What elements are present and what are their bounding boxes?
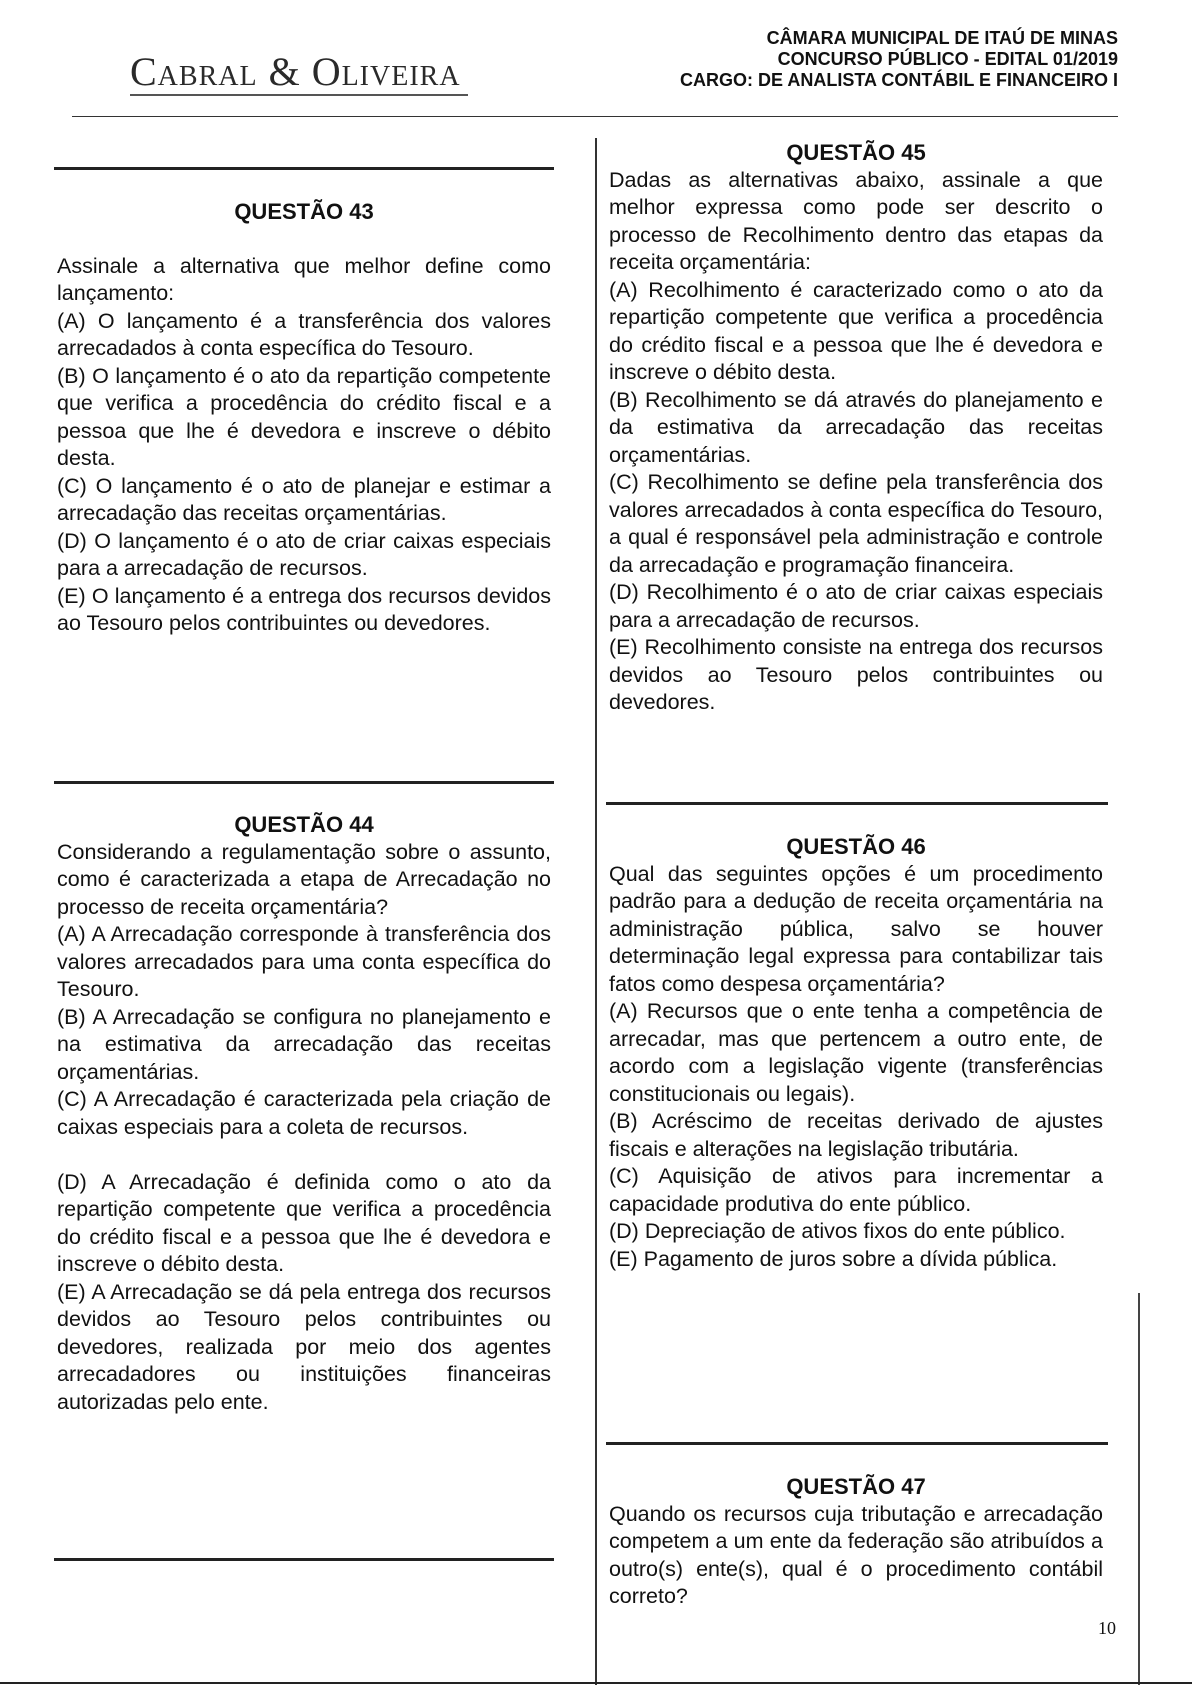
question-separator (54, 167, 554, 170)
question-title: QUESTÃO 43 (234, 199, 374, 224)
option-c: (C) O lançamento é o ato de planejar e estimar a arrecadação das receitas orçamentárias. (57, 473, 551, 525)
option-e: (E) A Arrecadação se dá pela entrega dos recursos devidos ao Tesouro pelos contribuintes ou devedores, realizada por meio dos agentes arrecadadores ou instituições financeiras autorizadas pelo ente. (57, 1279, 551, 1414)
question-43 (57, 198, 551, 638)
option-b: (B) O lançamento é o ato da repartição competente que verifica a procedência do crédito fiscal e a pessoa que lhe é devedora e inscreve o débito desta. (57, 363, 551, 470)
option-e: (E) Pagamento de juros sobre a dívida pública. (609, 1246, 1058, 1271)
question-stem: Considerando a regulamentação sobre o assunto, como é caracterizada a etapa de Arrecadação no processo de receita orçamentária? (57, 839, 551, 919)
option-e: (E) O lançamento é a entrega dos recursos devidos ao Tesouro pelos contribuintes ou devedores. (57, 583, 551, 635)
option-c: (C) Recolhimento se define pela transferência dos valores arrecadados à conta específica do Tesouro, a qual é responsável pela administração e controle da arrecadação e programação financeira. (609, 470, 1103, 577)
question-title: QUESTÃO 47 (786, 1474, 926, 1499)
page-number: 10 (1098, 1618, 1116, 1638)
exam-header (680, 28, 1118, 91)
question-separator (606, 1442, 1108, 1445)
header-line-contest: CONCURSO PÚBLICO - EDITAL 01/2019 (777, 49, 1118, 69)
question-46 (609, 833, 1103, 1273)
option-b: (B) Recolhimento se dá através do planejamento e da estimativa da arrecadação das receitas orçamentárias. (609, 387, 1103, 467)
question-stem: Dadas as alternativas abaixo, assinale a que melhor expressa como pode ser descrito o processo de Recolhimento dentro das etapas da receita orçamentária: (609, 167, 1103, 274)
question-separator (54, 1558, 554, 1561)
option-b: (B) A Arrecadação se configura no planejamento e na estimativa da arrecadação das receitas orçamentárias. (57, 1004, 551, 1084)
page-bottom-rule (0, 1682, 1192, 1684)
publisher-logo: Cabral & Oliveira (130, 49, 461, 94)
header-divider (72, 116, 1118, 117)
question-44 (57, 811, 551, 1416)
option-e: (E) Recolhimento consiste na entrega dos recursos devidos ao Tesouro pelos contribuintes ou devedores. (609, 635, 1103, 714)
option-c: (C) Aquisição de ativos para incrementar a capacidade produtiva do ente público. (609, 1164, 1103, 1216)
option-a: (A) Recolhimento é caracterizado como o ato da repartição competente que verifica a procedência do crédito fiscal e a pessoa que lhe é devedora e inscreve o débito desta. (609, 277, 1103, 384)
question-separator (54, 781, 554, 784)
option-d: (D) Recolhimento é o ato de criar caixas especiais para a arrecadação de recursos. (609, 580, 1103, 632)
option-d: (D) O lançamento é o ato de criar caixas especiais para a arrecadação de recursos. (57, 528, 551, 580)
header-line-chamber: CÂMARA MUNICIPAL DE ITAÚ DE MINAS (766, 28, 1118, 48)
column-divider (595, 138, 597, 1685)
option-b: (B) Acréscimo de receitas derivado de ajustes fiscais e alterações na legislação tributária. (609, 1109, 1103, 1161)
logo-underline (130, 94, 468, 96)
option-c: (C) A Arrecadação é caracterizada pela criação de caixas especiais para a coleta de recursos. (57, 1087, 551, 1139)
option-a: (A) Recursos que o ente tenha a competência de arrecadar, mas que pertencem a outro ente, de acordo com a legislação vigente (transferências constitucionais ou legais). (609, 999, 1103, 1106)
question-stem: Quando os recursos cuja tributação e arrecadação competem a um ente da federação são atribuídos a outro(s) ente(s), qual é o procedimento contábil correto? (609, 1501, 1103, 1608)
question-stem: Assinale a alternativa que melhor define como lançamento: (57, 253, 551, 305)
question-separator (606, 802, 1108, 805)
option-d: (D) A Arrecadação é definida como o ato da repartição competente que verifica a procedência do crédito fiscal e a pessoa que lhe é devedora e inscreve o débito desta. (57, 1169, 551, 1276)
header-line-position: CARGO: DE ANALISTA CONTÁBIL E FINANCEIRO I (680, 70, 1118, 90)
question-stem: Qual das seguintes opções é um procedimento padrão para a dedução de receita orçamentária na administração pública, salvo se houver determinação legal expressa para contabilizar tais fatos como despesa orçamentária? (609, 861, 1103, 996)
option-d: (D) Depreciação de ativos fixos do ente público. (609, 1219, 1066, 1243)
question-title: QUESTÃO 46 (786, 834, 926, 859)
question-45 (609, 139, 1103, 717)
question-title: QUESTÃO 45 (786, 140, 926, 165)
right-margin-line (1138, 1293, 1140, 1685)
question-title: QUESTÃO 44 (234, 812, 374, 837)
option-a: (A) A Arrecadação corresponde à transferência dos valores arrecadados para uma conta específica do Tesouro. (57, 922, 551, 1001)
question-47 (609, 1473, 1103, 1611)
option-a: (A) O lançamento é a transferência dos valores arrecadados à conta específica do Tesouro. (57, 308, 551, 360)
